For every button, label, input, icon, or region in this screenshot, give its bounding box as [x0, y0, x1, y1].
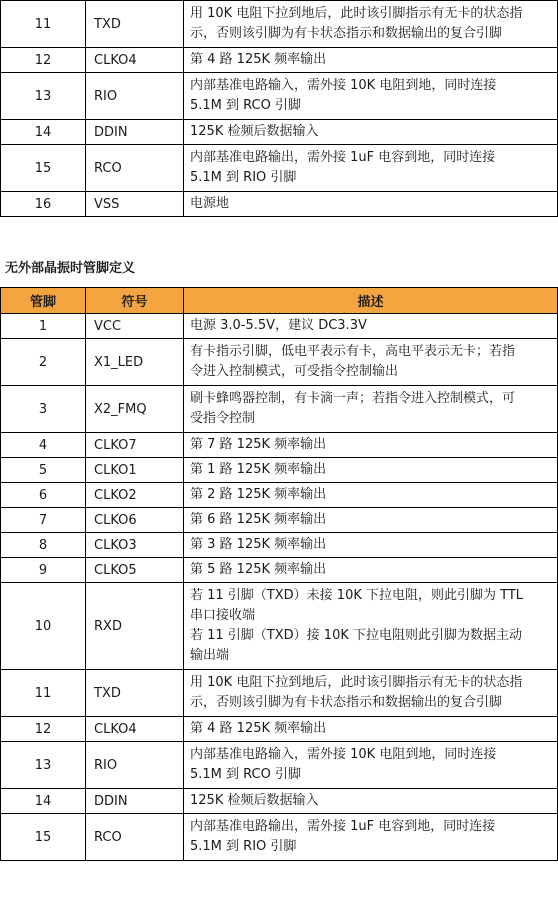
pin-description	[184, 1, 558, 48]
pin-description	[184, 483, 558, 508]
pin-number: 11	[1, 670, 86, 717]
table-row	[1, 533, 558, 558]
table-row	[1, 670, 558, 717]
description-line: 示，否则该引脚为有卡状态指示和数据输出的复合引脚	[190, 695, 503, 710]
pin-number: 12	[1, 717, 86, 742]
pin-description	[184, 145, 558, 192]
pin-number: 7	[1, 508, 86, 533]
pin-symbol: RIO	[86, 742, 184, 789]
table-row	[1, 73, 558, 120]
pin-number: 2	[1, 339, 86, 386]
pin-symbol: X1_LED	[86, 339, 184, 386]
pin-description	[184, 670, 558, 717]
table-row	[1, 386, 558, 433]
table-row	[1, 314, 558, 339]
pin-description	[184, 48, 558, 73]
pin-table-continued	[0, 0, 558, 217]
pin-number: 4	[1, 433, 86, 458]
pin-description	[184, 73, 558, 120]
pin-number: 13	[1, 73, 86, 120]
description-line: 若 11 引脚（TXD）未接 10K 下拉电阻，则此引脚为 TTL	[190, 588, 524, 603]
pin-number: 13	[1, 742, 86, 789]
pin-definition-table-body	[1, 314, 558, 861]
pin-symbol: CLKO2	[86, 483, 184, 508]
pin-number: 14	[1, 120, 86, 145]
description-line: 示，否则该引脚为有卡状态指示和数据输出的复合引脚	[190, 26, 503, 41]
description-line: 用 10K 电阻下拉到地后，此时该引脚指示有无卡的状态指	[190, 6, 523, 21]
description-line: 5.1M 到 RIO 引脚	[190, 839, 297, 854]
pin-symbol: RIO	[86, 73, 184, 120]
table-row	[1, 558, 558, 583]
table-row	[1, 583, 558, 670]
pin-description	[184, 120, 558, 145]
description-line: 电源 3.0-5.5V，建议 DC3.3V	[190, 318, 367, 333]
pin-symbol: DDIN	[86, 789, 184, 814]
description-line: 输出端	[190, 648, 230, 663]
pin-symbol: CLKO3	[86, 533, 184, 558]
pin-symbol: CLKO6	[86, 508, 184, 533]
pin-table-continued-body	[1, 1, 558, 217]
description-line: 内部基准电路输入，需外接 10K 电阻到地，同时连接	[190, 78, 497, 93]
table-row	[1, 1, 558, 48]
description-line: 刷卡蜂鸣器控制，有卡滴一声；若指令进入控制模式，可	[190, 391, 516, 406]
pin-number: 16	[1, 192, 86, 217]
table-row	[1, 120, 558, 145]
table-row	[1, 48, 558, 73]
description-line: 第 4 路 125K 频率输出	[190, 52, 327, 67]
description-line: 第 5 路 125K 频率输出	[190, 562, 327, 577]
pin-description	[184, 558, 558, 583]
pin-symbol: CLKO7	[86, 433, 184, 458]
pin-symbol: TXD	[86, 670, 184, 717]
description-line: 串口接收端	[190, 608, 256, 623]
pin-symbol: CLKO5	[86, 558, 184, 583]
pin-number: 15	[1, 145, 86, 192]
description-line: 令进入控制模式，可受指令控制输出	[190, 364, 399, 379]
table-row	[1, 789, 558, 814]
pin-table-header	[1, 288, 558, 314]
pin-number: 5	[1, 458, 86, 483]
header-pin: 管脚	[1, 288, 86, 314]
pin-description	[184, 814, 558, 861]
pin-number: 15	[1, 814, 86, 861]
pin-symbol: TXD	[86, 1, 184, 48]
pin-description	[184, 192, 558, 217]
pin-description	[184, 433, 558, 458]
pin-number: 14	[1, 789, 86, 814]
description-line: 内部基准电路输出，需外接 1uF 电容到地，同时连接	[190, 150, 496, 165]
pin-number: 1	[1, 314, 86, 339]
pin-number: 11	[1, 1, 86, 48]
pin-symbol: RCO	[86, 814, 184, 861]
pin-symbol: X2_FMQ	[86, 386, 184, 433]
pin-description	[184, 314, 558, 339]
pin-number: 6	[1, 483, 86, 508]
description-line: 第 2 路 125K 频率输出	[190, 487, 327, 502]
pin-symbol: DDIN	[86, 120, 184, 145]
table-row	[1, 192, 558, 217]
description-line: 第 7 路 125K 频率输出	[190, 437, 327, 452]
pin-symbol: RXD	[86, 583, 184, 670]
pin-number: 12	[1, 48, 86, 73]
table-row	[1, 814, 558, 861]
description-line: 5.1M 到 RCO 引脚	[190, 767, 301, 782]
pin-number: 9	[1, 558, 86, 583]
description-line: 第 4 路 125K 频率输出	[190, 721, 327, 736]
description-line: 用 10K 电阻下拉到地后，此时该引脚指示有无卡的状态指	[190, 675, 523, 690]
pin-definition-table	[0, 287, 558, 861]
pin-description	[184, 508, 558, 533]
pin-description	[184, 458, 558, 483]
description-line: 内部基准电路输出，需外接 1uF 电容到地，同时连接	[190, 819, 496, 834]
description-line: 第 6 路 125K 频率输出	[190, 512, 327, 527]
header-description: 描述	[184, 288, 558, 314]
pin-symbol: RCO	[86, 145, 184, 192]
pin-symbol: VCC	[86, 314, 184, 339]
description-line: 5.1M 到 RIO 引脚	[190, 170, 297, 185]
pin-description	[184, 717, 558, 742]
pin-number: 8	[1, 533, 86, 558]
pin-description	[184, 742, 558, 789]
pin-symbol: CLKO1	[86, 458, 184, 483]
table-row	[1, 717, 558, 742]
table-row	[1, 145, 558, 192]
description-line: 受指令控制	[190, 411, 256, 426]
description-line: 电源地	[190, 196, 230, 211]
description-line: 第 1 路 125K 频率输出	[190, 462, 327, 477]
description-line: 第 3 路 125K 频率输出	[190, 537, 327, 552]
pin-description	[184, 386, 558, 433]
header-symbol: 符号	[86, 288, 184, 314]
description-line: 若 11 引脚（TXD）接 10K 下拉电阻则此引脚为数据主动	[190, 628, 522, 643]
pin-description	[184, 533, 558, 558]
description-line: 有卡指示引脚，低电平表示有卡，高电平表示无卡；若指	[190, 344, 516, 359]
pin-description	[184, 339, 558, 386]
description-line: 125K 检频后数据输入	[190, 124, 319, 139]
description-line: 5.1M 到 RCO 引脚	[190, 98, 301, 113]
table-row	[1, 433, 558, 458]
table-row	[1, 339, 558, 386]
pin-symbol: VSS	[86, 192, 184, 217]
pin-description	[184, 789, 558, 814]
pin-symbol: CLKO4	[86, 717, 184, 742]
section-title: 无外部晶振时管脚定义	[5, 261, 136, 276]
description-line: 内部基准电路输入，需外接 10K 电阻到地，同时连接	[190, 747, 497, 762]
pin-description	[184, 583, 558, 670]
pin-number: 3	[1, 386, 86, 433]
table-row	[1, 458, 558, 483]
pin-number: 10	[1, 583, 86, 670]
table-row	[1, 483, 558, 508]
pin-symbol: CLKO4	[86, 48, 184, 73]
table-row	[1, 508, 558, 533]
description-line: 125K 检频后数据输入	[190, 793, 319, 808]
table-row	[1, 742, 558, 789]
